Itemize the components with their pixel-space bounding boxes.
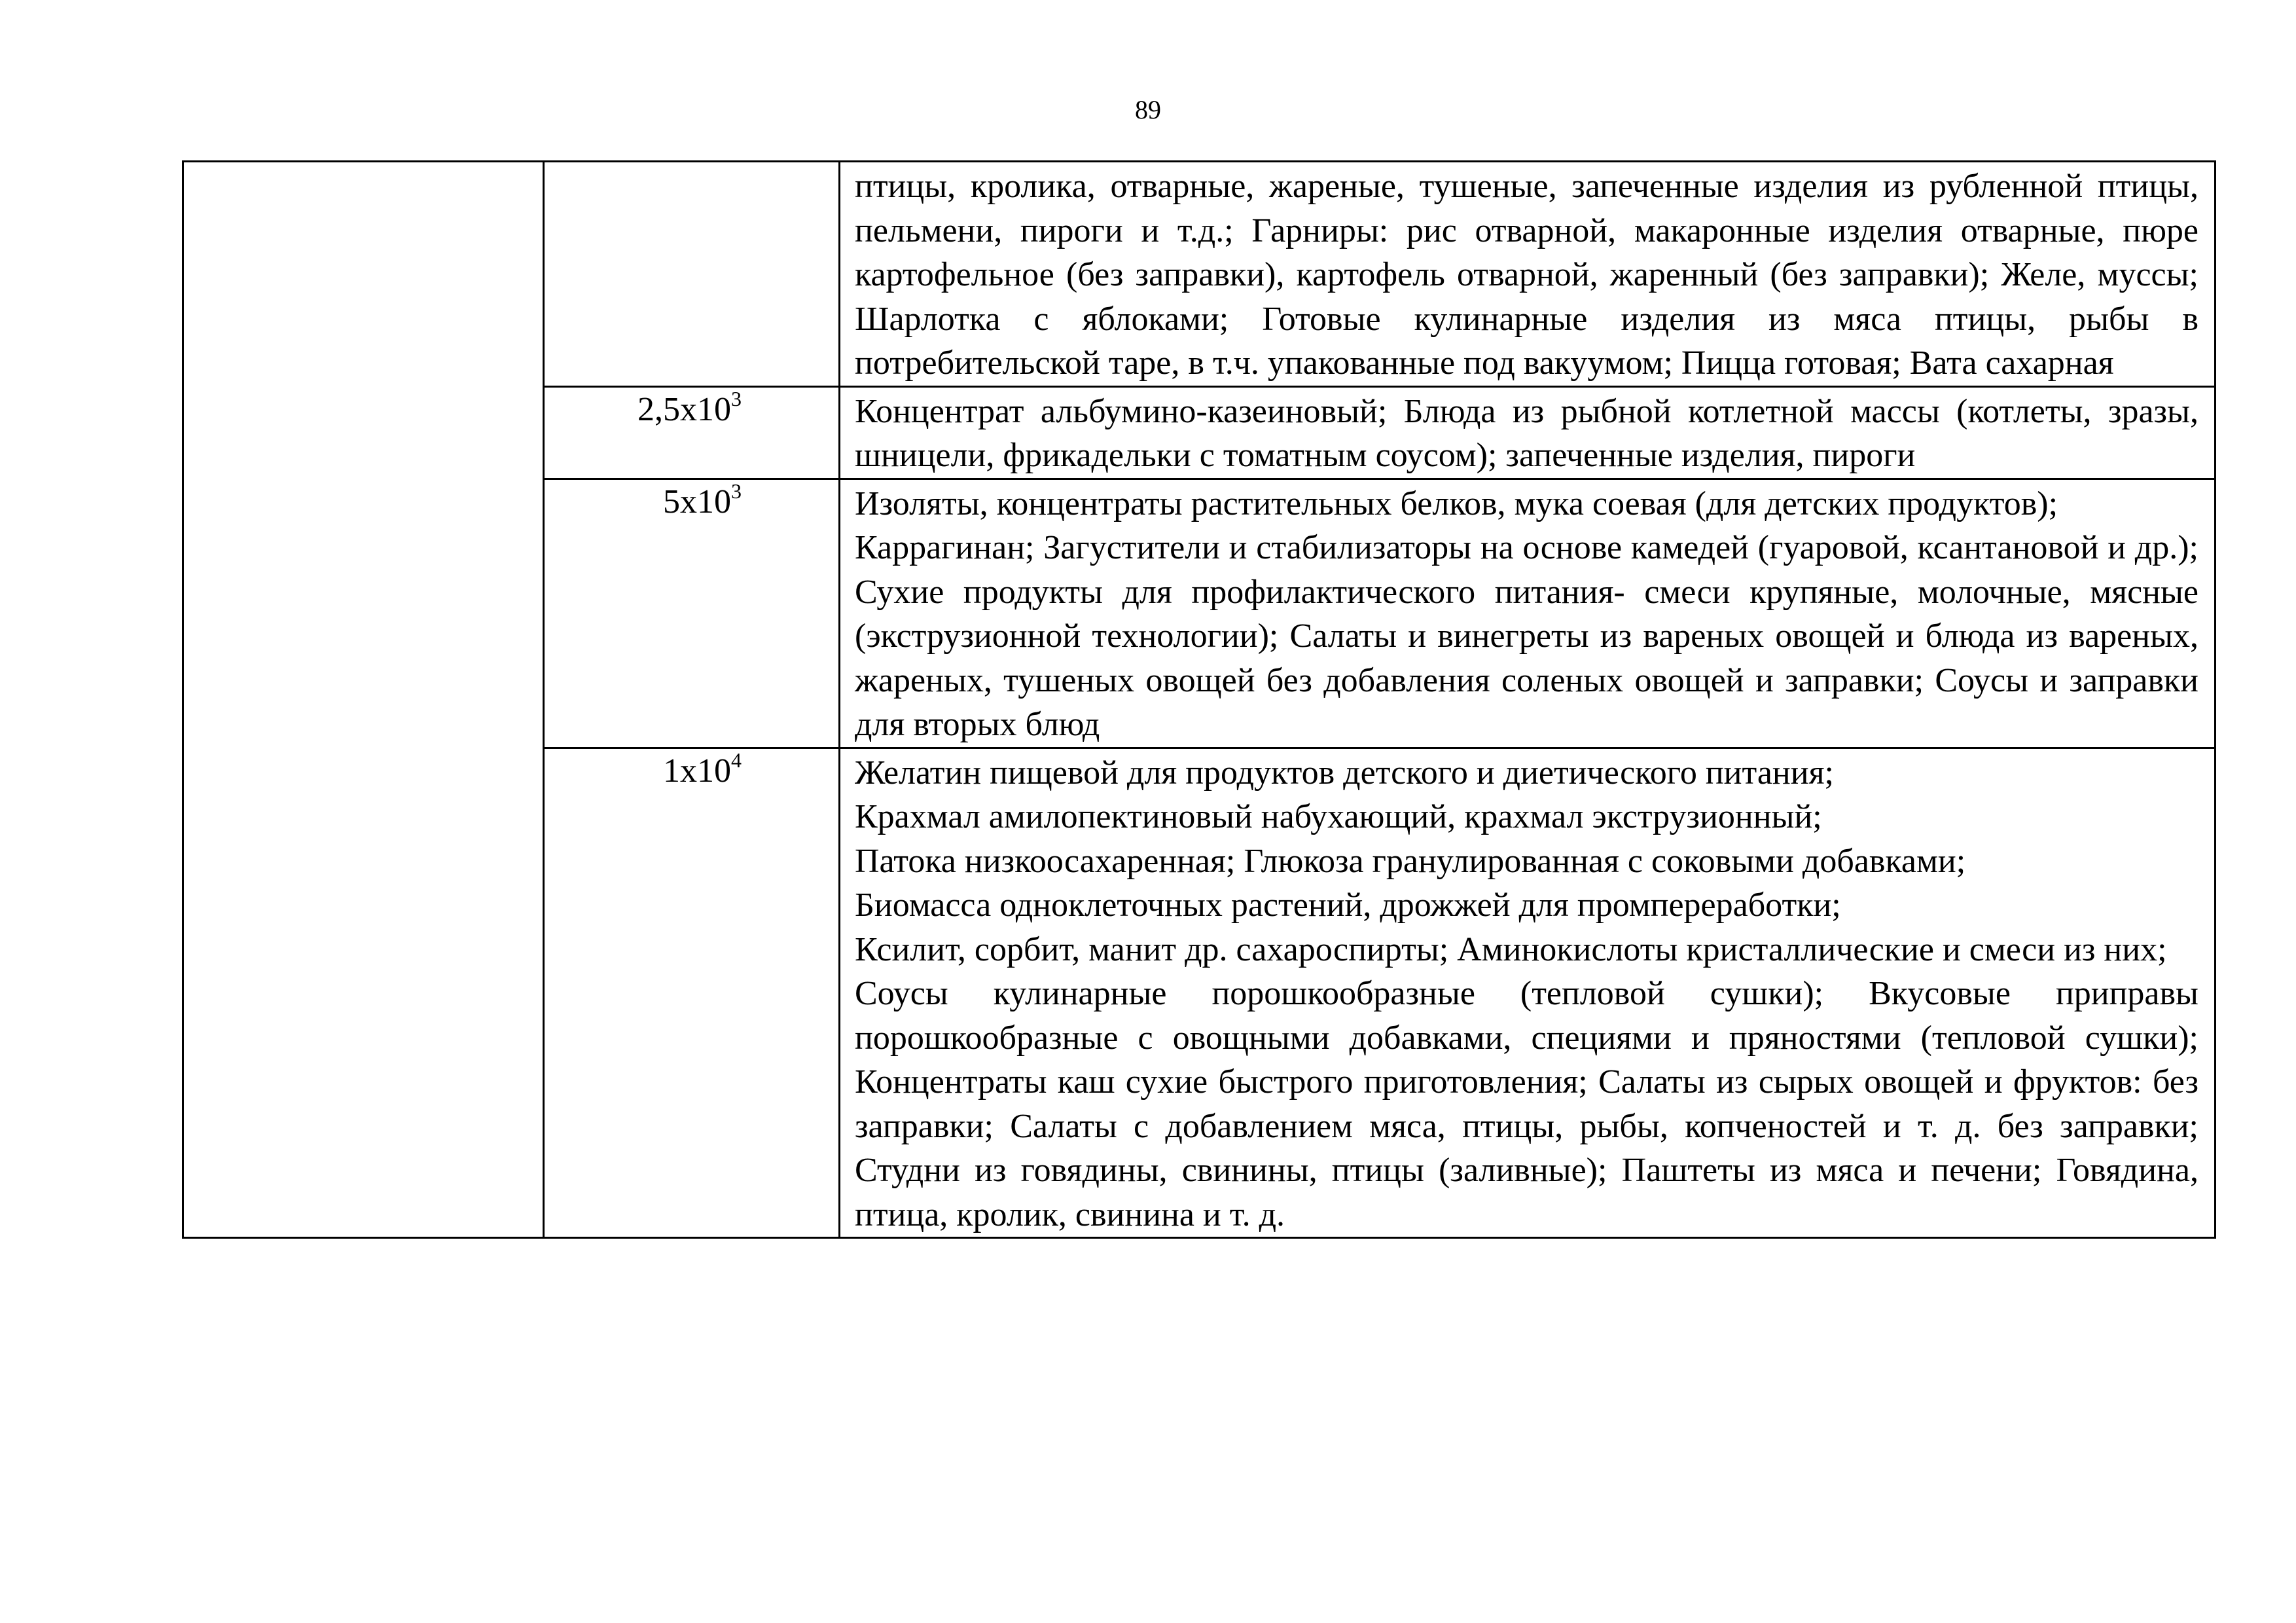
- product-description-cell: [840, 479, 2215, 748]
- product-paragraph: Концентрат альбумино-казеиновый; Блюда из рыбной котлетной массы (котлеты, зразы, шницели, фрикадельки с томатным соусом); запеченные изделия, пироги: [855, 392, 2198, 474]
- limit-value-cell: [544, 386, 840, 479]
- product-paragraph: Соусы кулинарные порошкообразные (тепловой сушки); Вкусовые приправы порошкообразные с овощными добавками, специями и пряностями (тепловой сушки); Концентраты каш сухие быстрого приготовления; Салаты из сырых овощей и фруктов: без заправки; Салаты с добавлением мяса, птицы, рыбы, копченостей и т. д. без заправки; Студни из говядины, свинины, птицы (заливные); Паштеты из мяса и печени; Говядина, птица, кролик, свинина и т. д.: [855, 975, 2198, 1233]
- table-row: [183, 162, 2215, 387]
- limit-value-exponent: 3: [731, 386, 742, 410]
- product-paragraph: Каррагинан; Загустители и стабилизаторы на основе камедей (гуаровой, ксантановой и др.); Сухие продукты для профилактического питания- смеси крупяные, молочные, мясные (экструзионной технологии); Салаты и винегреты из вареных овощей и блюда из вареных, жареных, тушеных овощей без добавления соленых овощей и заправки; Соусы и заправки для вторых блюд: [855, 529, 2198, 743]
- product-description-cell: [840, 386, 2215, 479]
- page-number: 89: [1135, 95, 1161, 124]
- limit-value-base: 1x10: [663, 752, 731, 790]
- group-cell: [183, 162, 544, 1238]
- product-description-cell: [840, 748, 2215, 1238]
- product-paragraph: Изоляты, концентраты растительных белков, мука соевая (для детских продуктов);: [855, 484, 2058, 522]
- limit-value-cell: [544, 748, 840, 1238]
- product-paragraph: птицы, кролика, отварные, жареные, тушеные, запеченные изделия из рубленной птицы, пельмени, пироги и т.д.; Гарниры: рис отварной, макаронные изделия отварные, пюре картофельное (без заправки), картофель отварной, жаренный (без заправки); Желе, муссы; Шарлотка с яблоками; Готовые кулинарные изделия из мяса птицы, рыбы в потребительской таре, в т.ч. упакованные под вакуумом; Пицца готовая; Вата сахарная: [855, 168, 2198, 382]
- limit-value-cell: [544, 479, 840, 748]
- limit-value-cell: [544, 162, 840, 387]
- contamination-limits-table: [182, 160, 2216, 1239]
- limit-value-exponent: 4: [731, 748, 742, 772]
- product-description-cell: [840, 162, 2215, 387]
- product-paragraph: Ксилит, сорбит, манит др. сахароспирты; Аминокислоты кристаллические и смеси из них;: [855, 930, 2167, 968]
- limit-value-base: 2,5x10: [637, 390, 731, 428]
- product-paragraph: Биомасса одноклеточных растений, дрожжей для промпереработки;: [855, 886, 1841, 924]
- limit-value-base: 5x10: [663, 483, 731, 520]
- product-paragraph: Патока низкоосахаренная; Глюкоза гранулированная с соковыми добавками;: [855, 842, 1966, 880]
- product-paragraph: Крахмал амилопектиновый набухающий, крахмал экструзионный;: [855, 798, 1822, 835]
- limit-value-exponent: 3: [731, 479, 742, 503]
- product-paragraph: Желатин пищевой для продуктов детского и диетического питания;: [855, 754, 1834, 792]
